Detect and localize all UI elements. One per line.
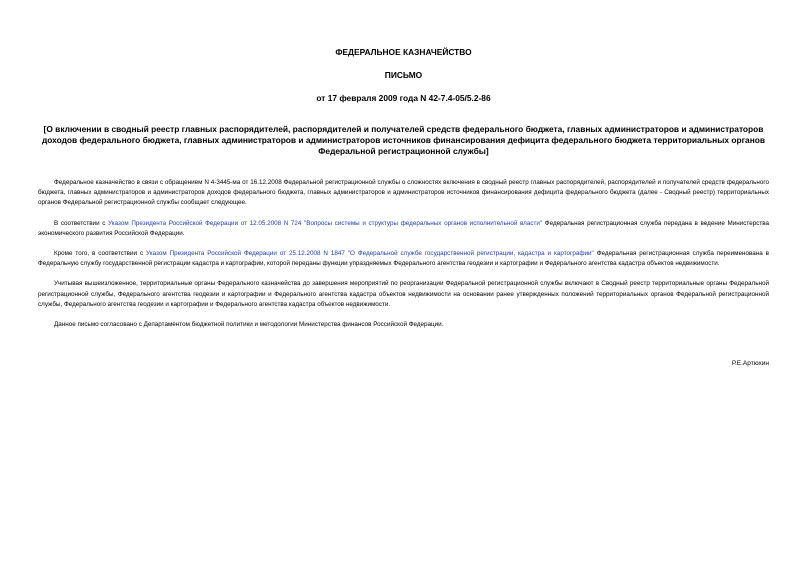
paragraph-3-after: Федеральная регистрационная служба переименована в Федеральную службу государственной регистрации кадастра и картографии, которой переданы функции упраздняемых Федерального агентства геодезии и картографии и Федерального агентства кадастра объектов недвижимости. bbox=[38, 250, 769, 268]
document-type-heading: ПИСЬМО bbox=[384, 70, 423, 80]
paragraph-2 bbox=[38, 219, 769, 239]
document-title: [О включении в сводный реестр главных распорядителей, распорядителей и получателей средств федерального бюджета, главных администраторов и администраторов доходов федерального бюджета, главных администраторов и администраторов источников финансирования дефицита федерального бюджета территориальных органов Федеральной регистрационной службы] bbox=[41, 124, 766, 156]
paragraph-4: Учитывая вышеизложенное, территориальные органы Федерального казначейства до завершения мероприятий по реорганизации Федеральной регистрационной службы включают в Сводный реестр территориальные органы Федеральной регистрационной службы, Федерального агентства геодезии и картографии и Федерального агентства кадастра объектов недвижимости на основании ранее утвержденных положений территориальных органов Федеральной регистрационной службы, Федерального агентства геодезии и картографии и Федерального агентства кадастра объектов недвижимости. bbox=[38, 280, 769, 308]
decree-724-link[interactable]: Указом Президента Российской Федерации от 12.05.2008 N 724 "Вопросы системы и структуры федеральных органов исполнительной власти" bbox=[108, 219, 543, 227]
paragraph-2-before: В соответствии с bbox=[54, 219, 109, 227]
decree-1847-link[interactable]: Указом Президента Российской Федерации от 25.12.2008 N 1847 "О Федеральной службе государственной регистрации, кадастра и картографии" bbox=[146, 250, 594, 258]
document-date-number: от 17 февраля 2009 года N 42-7.4-05/5.2-86 bbox=[316, 93, 491, 103]
paragraph-2-after: Федеральная регистрационная служба передана в ведение Министерства экономического развития Российской Федерации. bbox=[38, 219, 770, 237]
paragraph-1: Федеральное казначейство в связи с обращением N 4-3445-ма от 16.12.2008 Федеральной регистрационной службы о сложностях включения в сводный реестр главных распорядителей, распорядителей и получателей средств федерального бюджета, главных администраторов и администраторов доходов федерального бюджета, главных администраторов и администраторов источников финансирования дефицита федерального бюджета (далее - Сводный реестр) территориальных органов Федеральной регистрационной службы сообщает следующее. bbox=[38, 179, 769, 207]
signature: Р.Е.Артюхин bbox=[731, 360, 769, 368]
paragraph-3-before: Кроме того, в соответствии с bbox=[54, 250, 147, 258]
paragraph-3 bbox=[38, 249, 769, 269]
organization-heading: ФЕДЕРАЛЬНОЕ КАЗНАЧЕЙСТВО bbox=[335, 47, 472, 57]
paragraph-5: Данное письмо согласовано с Департаментом бюджетной политики и методологии Министерства финансов Российской Федерации. bbox=[54, 321, 444, 329]
